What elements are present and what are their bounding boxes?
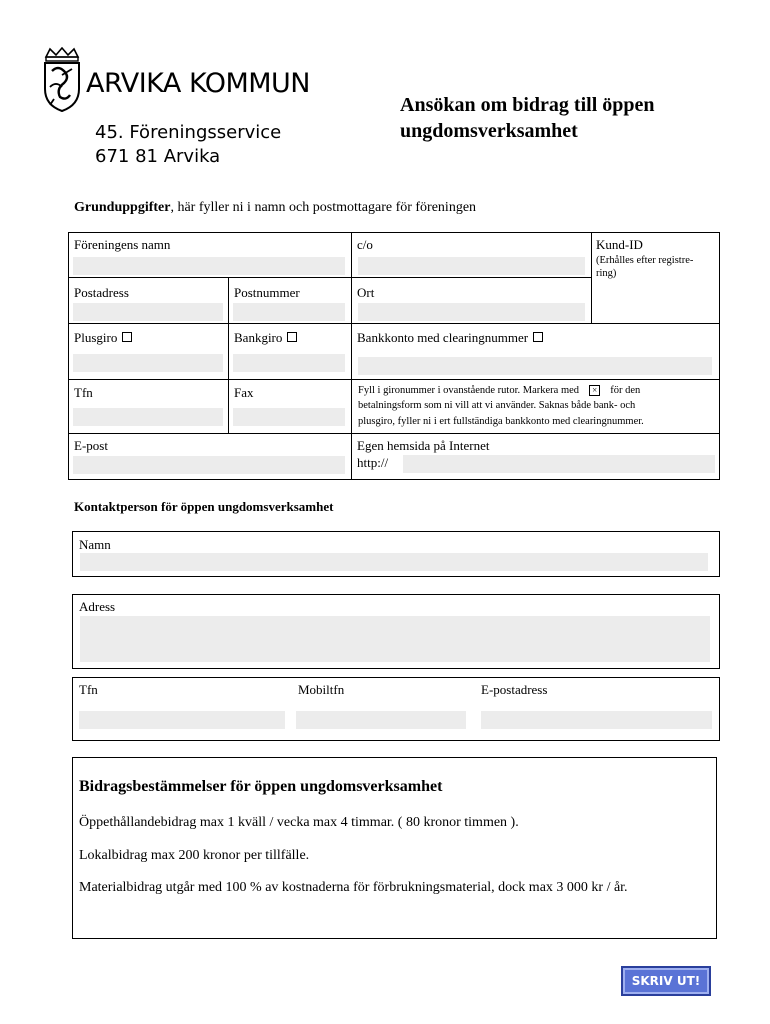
form-title-line2: ungdomsverksamhet	[400, 120, 578, 142]
organization-name: ARVIKA KOMMUN	[86, 68, 311, 99]
department-name: 45. Föreningsservice	[95, 122, 282, 143]
payment-note-a: Fyll i gironummer i ovanstående rutor. Markera med	[358, 385, 580, 396]
print-button[interactable]: SKRIV UT!	[621, 966, 711, 996]
section-heading-grunduppgifter	[74, 200, 476, 216]
postadress-label: Postadress	[74, 285, 129, 300]
hemsida-label: Egen hemsida på Internet	[357, 438, 490, 453]
contact-mobiltfn-label: Mobiltfn	[298, 682, 345, 697]
bankkonto-label	[357, 330, 543, 346]
form-title-line1: Ansökan om bidrag till öppen	[400, 94, 655, 116]
bankgiro-checkbox[interactable]	[287, 332, 297, 342]
co-label: c/o	[357, 237, 373, 252]
rules-line-2: Lokalbidrag max 200 kronor per tillfälle.	[79, 848, 310, 863]
bankgiro-label	[234, 330, 297, 346]
bankgiro-text: Bankgiro	[234, 330, 283, 345]
payment-note-b: för den	[610, 385, 641, 396]
plusgiro-checkbox[interactable]	[122, 332, 132, 342]
tfn-field[interactable]	[73, 408, 223, 426]
rules-heading: Bidragsbestämmelser för öppen ungdomsverksamhet	[79, 778, 443, 795]
contact-namn-field[interactable]	[80, 553, 708, 571]
kund-id-label: Kund-ID	[596, 237, 643, 252]
bankgiro-field[interactable]	[233, 354, 345, 372]
contact-tfn-field[interactable]	[79, 711, 285, 729]
postal-address: 671 81 Arvika	[95, 146, 221, 167]
postnummer-label: Postnummer	[234, 285, 300, 300]
postnummer-field[interactable]	[233, 303, 345, 321]
co-field[interactable]	[358, 257, 585, 275]
http-prefix: http://	[357, 455, 389, 470]
payment-note-line3: plusgiro, fyller ni i ert fullständiga bankkonto med clearingnummer.	[358, 416, 644, 427]
contact-tfn-label: Tfn	[79, 682, 98, 697]
plusgiro-field[interactable]	[73, 354, 223, 372]
foreningens-namn-label: Föreningens namn	[74, 237, 171, 252]
section-heading-bold: Grunduppgifter	[74, 200, 171, 215]
foreningens-namn-field[interactable]	[73, 257, 345, 275]
fax-label: Fax	[234, 385, 254, 400]
plusgiro-label	[74, 330, 132, 346]
bankkonto-checkbox[interactable]	[533, 332, 543, 342]
rules-line-1: Öppethållandebidrag max 1 kväll / vecka max 4 timmar. ( 80 kronor timmen ).	[79, 815, 519, 830]
contact-phone-box	[72, 677, 720, 741]
marked-checkbox-example: ×	[589, 385, 600, 396]
rules-line-3: Materialbidrag utgår med 100 % av kostnaderna för förbrukningsmaterial, dock max 3 000 kr / år.	[79, 880, 628, 895]
payment-note-line2: betalningsform som ni vill att vi använder. Saknas både bank- och	[358, 400, 636, 411]
ort-field[interactable]	[358, 303, 585, 321]
contact-adress-label: Adress	[79, 599, 116, 614]
epost-field[interactable]	[73, 456, 345, 474]
contact-adress-field[interactable]	[80, 616, 710, 662]
contact-namn-label: Namn	[79, 537, 111, 552]
section-heading-rest: , här fyller ni i namn och postmottagare för föreningen	[170, 200, 477, 215]
epost-label: E-post	[74, 438, 108, 453]
contact-epostadress-label: E-postadress	[481, 682, 548, 697]
contact-section-heading: Kontaktperson för öppen ungdomsverksamhet	[74, 499, 334, 514]
plusgiro-text: Plusgiro	[74, 330, 118, 345]
hemsida-field[interactable]	[403, 455, 715, 473]
bankkonto-field[interactable]	[358, 357, 712, 375]
contact-epostadress-field[interactable]	[481, 711, 712, 729]
kund-id-note-1: (Erhålles efter registre-	[596, 255, 694, 266]
ort-label: Ort	[357, 285, 375, 300]
postadress-field[interactable]	[73, 303, 223, 321]
contact-mobiltfn-field[interactable]	[296, 711, 466, 729]
payment-note-line1	[358, 384, 640, 397]
fax-field[interactable]	[233, 408, 345, 426]
kund-id-note-2: ring)	[596, 268, 617, 279]
bankkonto-text: Bankkonto med clearingnummer	[357, 330, 529, 345]
tfn-label: Tfn	[74, 385, 93, 400]
coat-of-arms-logo	[42, 47, 82, 113]
